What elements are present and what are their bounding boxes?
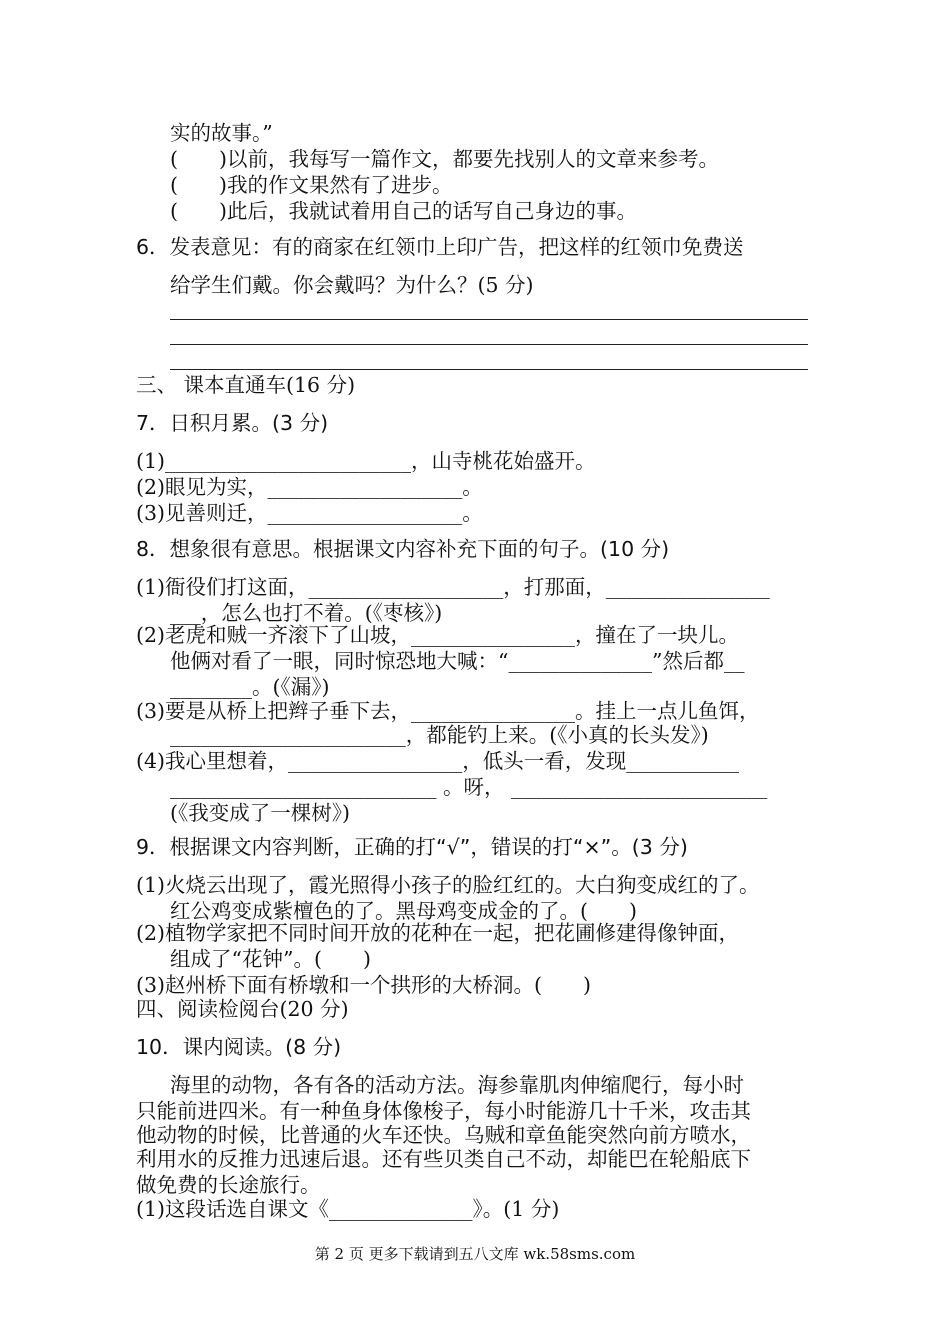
question-heading: 10．课内阅读。(8 分) [136,1035,342,1059]
text-line: (4)我心里想着，_________________，低头一看，发现___________ [136,749,740,773]
answer-line-3[interactable] [170,369,808,370]
text-line: 实的故事。” [170,121,273,145]
question-heading: 7．日积月累。(3 分) [136,411,329,435]
text-line: 组成了“花钟”。( ) [170,947,371,971]
text-line: (1)火烧云出现了，霞光照得小孩子的脸红红的。大白狗变成红的了。 [136,873,760,897]
text-line: 做免费的长途旅行。 [136,1173,321,1197]
question-heading: 8．想象很有意思。根据课文内容补充下面的句子。(10 分) [136,537,670,561]
answer-line-1[interactable] [170,319,808,320]
page-footer: 第 2 页 更多下载请到五八文库 wk.58sms.com [314,1245,636,1263]
text-line: (1)衙役们打这面，___________________，打那面，________________ [136,575,770,599]
text-line: 只能前进四米。有一种鱼身体像梭子，每小时能游几十千米，攻击其 [136,1099,751,1123]
text-line: (1)________________________，山寺桃花始盛开。 [136,449,596,473]
text-line: (《我变成了一棵树》) [170,801,350,825]
text-line: ( )此后，我就试着用自己的话写自己身边的事。 [170,199,637,223]
text-line: 他俩对看了一眼，同时惊恐地大喊：“______________”然后都__ [170,649,745,673]
text-line: __________________________ 。呀， _________________________ [170,775,768,799]
text-line: _______________________，都能钓上来。(《小真的长头发》) [170,723,709,747]
text-line: 他动物的时候，比普通的火车还快。乌贼和章鱼能突然向前方喷水， [136,1123,751,1147]
text-line: ___，怎么也打不着。(《枣核》) [170,601,443,625]
text-line: 三、 课本直通车(16 分) [136,373,356,397]
text-line: (2)植物学家把不同时间开放的花种在一起，把花圃修建得像钟面， [136,921,740,945]
text-line: (2)眼见为实，___________________。 [136,475,483,499]
text-line: (3)要是从桥上把辫子垂下去，________________。挂上一点儿鱼饵， [136,699,760,723]
text-line: ________。(《漏》) [170,675,330,699]
question-heading: 9．根据课文内容判断，正确的打“√”，错误的打“×”。(3 分) [136,835,688,859]
text-line: (2)老虎和贼一齐滚下了山坡，________________，撞在了一块儿。 [136,623,740,647]
text-line: ( )我的作文果然有了进步。 [170,173,453,197]
answer-line-2[interactable] [170,344,808,345]
text-line: ( )以前，我每写一篇作文，都要先找别人的文章来参考。 [170,147,719,171]
question-heading: 6．发表意见：有的商家在红领巾上印广告，把这样的红领巾免费送 [136,235,744,259]
text-line: 利用水的反推力迅速后退。还有些贝类自己不动，却能巴在轮船底下 [136,1147,751,1171]
text-line: 红公鸡变成紫檀色的了。黑母鸡变成金的了。( ) [170,899,637,923]
text-line: (3)见善则迁，___________________。 [136,501,483,525]
text-line: (3)赵州桥下面有桥墩和一个拱形的大桥洞。( ) [136,973,592,997]
text-line: 给学生们戴。你会戴吗？为什么？(5 分) [170,273,534,297]
text-line: (1)这段话选自课文《______________》。(1 分) [136,1197,560,1221]
text-line: 海里的动物，各有各的活动方法。海参靠肌肉伸缩爬行，每小时 [170,1073,744,1097]
text-line: 四、阅读检阅台(20 分) [136,997,349,1021]
